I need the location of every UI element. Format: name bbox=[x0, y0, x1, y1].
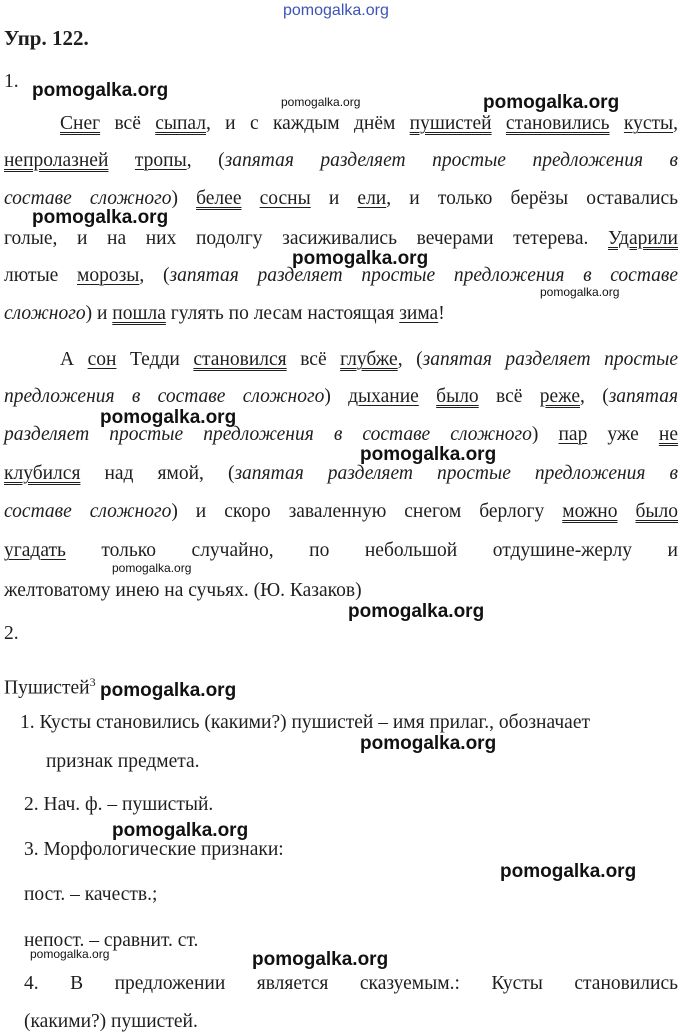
subject-word: сосны bbox=[259, 188, 311, 209]
text: , bbox=[673, 113, 678, 134]
part-2-number: 2. bbox=[4, 623, 19, 644]
text bbox=[610, 113, 624, 134]
watermark: pomogalka.org bbox=[112, 820, 249, 841]
watermark: pomogalka.org bbox=[500, 861, 637, 882]
text: ) bbox=[171, 188, 197, 209]
comment-text: запятая разделяет простые bbox=[422, 349, 678, 370]
comment-text: запятая разделяет простые предложения в bbox=[234, 463, 678, 484]
item-4: 4. В предложении является сказуемым.: Кусты становились bbox=[24, 973, 678, 994]
text: ) bbox=[324, 386, 349, 407]
comment-text: составе сложного bbox=[4, 188, 172, 209]
subject-word: дыхание bbox=[348, 386, 419, 407]
watermark: pomogalka.org bbox=[348, 601, 485, 622]
text: над ямой, ( bbox=[80, 463, 235, 484]
predicate-word: пушистей bbox=[409, 113, 492, 134]
p1-line-6 bbox=[4, 300, 678, 328]
text: , ( bbox=[580, 386, 609, 407]
comment-text: сложного bbox=[4, 303, 86, 324]
text: , ( bbox=[186, 150, 225, 171]
comment-text: запятая bbox=[608, 386, 679, 407]
item-3-var: непост. – сравнит. ст. bbox=[24, 930, 199, 951]
subject-word: морозы bbox=[77, 265, 140, 286]
predicate-word: можно bbox=[562, 501, 618, 522]
text: ) bbox=[531, 424, 559, 445]
predicate-word: глубже bbox=[340, 349, 398, 370]
part-1-number: 1. bbox=[4, 71, 19, 92]
watermark: pomogalka.org bbox=[112, 561, 192, 575]
text: лютые bbox=[4, 265, 78, 286]
watermark: pomogalka.org bbox=[32, 80, 169, 101]
predicate-word: не bbox=[658, 424, 678, 445]
predicate-word: клубился bbox=[4, 463, 81, 484]
text: , и только берёзы оставались bbox=[386, 188, 679, 209]
subject-word: пар bbox=[558, 424, 588, 445]
superscript: 3 bbox=[89, 675, 96, 689]
text: Тедди bbox=[116, 349, 194, 370]
comment-text: разделяет простые предложения в составе сложного bbox=[4, 424, 532, 445]
p2-line-5 bbox=[4, 498, 678, 526]
text: уже bbox=[587, 424, 659, 445]
text: , ( bbox=[139, 265, 170, 286]
item-4-cont: (какими?) пушистей. bbox=[24, 1011, 198, 1032]
comment-text: предложения в составе сложного bbox=[4, 386, 325, 407]
predicate-word: становился bbox=[193, 349, 287, 370]
subject-word: кусты bbox=[623, 113, 674, 134]
watermark: pomogalka.org bbox=[32, 207, 169, 228]
watermark: pomogalka.org bbox=[252, 949, 389, 970]
exercise-title: Упр. 122. bbox=[4, 26, 89, 50]
subject-word: ели bbox=[357, 188, 387, 209]
comment-text: запятая разделяет простые предложения в bbox=[224, 150, 678, 171]
text bbox=[241, 188, 259, 209]
text: , ( bbox=[397, 349, 423, 370]
subject-word: Снег bbox=[60, 113, 101, 134]
comment-text: запятая разделяет простые предложения в составе bbox=[169, 265, 679, 286]
text: всё bbox=[478, 386, 540, 407]
predicate-word: непролазней bbox=[4, 150, 109, 171]
text: А bbox=[60, 349, 88, 370]
text: ! bbox=[438, 303, 445, 324]
predicate-word: белее bbox=[196, 188, 242, 209]
item-3: 3. Морфологические признаки: bbox=[24, 839, 284, 860]
watermark: pomogalka.org bbox=[100, 407, 237, 428]
comment-text: составе сложного bbox=[4, 501, 172, 522]
text bbox=[108, 150, 135, 171]
p2-line-4 bbox=[4, 460, 678, 488]
text: голые, и на них подолгу засиживались вечерами тетерева. bbox=[4, 228, 608, 249]
predicate-word: сыпал bbox=[155, 113, 206, 134]
watermark: pomogalka.org bbox=[540, 285, 620, 299]
subject-word: угадать bbox=[4, 540, 66, 561]
text: , и с каждым днём bbox=[205, 113, 410, 134]
watermark: pomogalka.org bbox=[292, 248, 429, 269]
text bbox=[618, 501, 636, 522]
p2-line-1 bbox=[60, 346, 678, 374]
watermark: pomogalka.org bbox=[360, 444, 497, 465]
subject-word: сон bbox=[87, 349, 117, 370]
text: всё bbox=[100, 113, 156, 134]
watermark: pomogalka.org bbox=[30, 947, 110, 961]
watermark: pomogalka.org bbox=[100, 680, 237, 701]
text: гулять по лесам настоящая bbox=[165, 303, 400, 324]
watermark: pomogalka.org bbox=[483, 92, 620, 113]
predicate-word: Ударили bbox=[607, 228, 678, 249]
text: ) и скоро заваленную снегом берлогу bbox=[171, 501, 563, 522]
watermark: pomogalka.org bbox=[360, 733, 497, 754]
predicate-word: пошла bbox=[112, 303, 166, 324]
predicate-word: было bbox=[436, 386, 479, 407]
text: всё bbox=[286, 349, 341, 370]
predicate-word: реже bbox=[539, 386, 581, 407]
text: Пушистей bbox=[4, 677, 90, 699]
p1-line-2 bbox=[4, 147, 678, 175]
item-1-cont: признак предмета. bbox=[46, 751, 200, 772]
text: ) и bbox=[85, 303, 113, 324]
site-watermark-top: pomogalka.org bbox=[283, 2, 389, 19]
text bbox=[492, 113, 506, 134]
item-3-const: пост. – качеств.; bbox=[24, 884, 158, 905]
item-2: 2. Нач. ф. – пушистый. bbox=[24, 794, 214, 815]
watermark: pomogalka.org bbox=[281, 95, 361, 109]
item-1: 1. Кусты становились (какими?) пушистей – имя прилаг., обозначает bbox=[20, 712, 590, 733]
text: и bbox=[310, 188, 358, 209]
subject-word: зима bbox=[399, 303, 439, 324]
subject-word: тропы bbox=[134, 150, 187, 171]
predicate-word: было bbox=[635, 501, 678, 522]
predicate-word: становились bbox=[505, 113, 610, 134]
p2-line-7: желтоватому инею на сучьях. (Ю. Казаков) bbox=[4, 580, 362, 601]
p2-line-6 bbox=[4, 537, 678, 565]
p1-line-1 bbox=[60, 110, 678, 138]
text: только случайно, по небольшой отдушине-жерлу и bbox=[65, 540, 678, 561]
text bbox=[419, 386, 436, 407]
